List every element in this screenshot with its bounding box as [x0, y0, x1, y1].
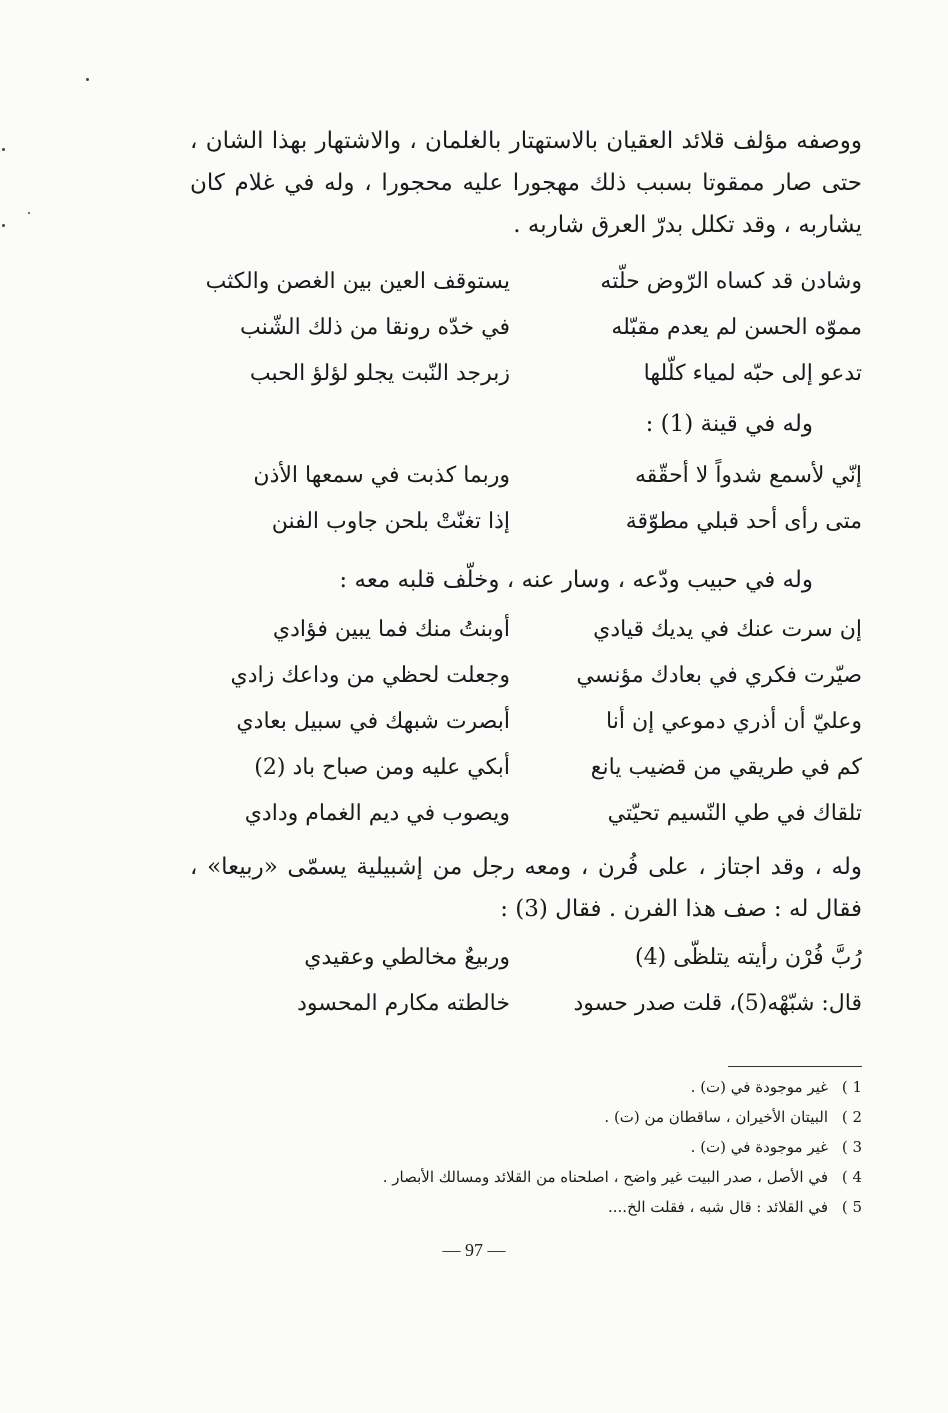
poem-2 — [190, 452, 862, 544]
verse-second-hemistich: يستوقف العين بين الغصن والكثب — [205, 268, 510, 294]
footnote-number: 1 ) — [841, 1078, 862, 1096]
verse-second-hemistich: في خدّه رونقا من ذلك الشّنب — [240, 314, 510, 340]
footnote-text: في القلائد : قال شبه ، فقلت الخ.... — [608, 1198, 828, 1216]
verse — [190, 258, 862, 304]
poem-1 — [190, 258, 862, 396]
verse — [190, 744, 862, 790]
verse-second-hemistich: خالطته مكارم المحسود — [297, 990, 510, 1016]
poem-4 — [190, 934, 862, 1026]
verse — [190, 980, 862, 1026]
verse-second-hemistich: وربما كذبت في سمعها الأذن — [253, 462, 510, 488]
footnote — [182, 1102, 862, 1132]
verse-second-hemistich: أبصرت شبهك في سبيل بعادي — [236, 708, 510, 734]
verse-second-hemistich: ويصوب في ديم الغمام ودادي — [244, 800, 510, 826]
scan-speck — [86, 78, 89, 81]
verse-second-hemistich: زبرجد النّبت يجلو لؤلؤ الحبب — [249, 360, 510, 386]
scan-speck — [2, 224, 5, 227]
verse-first-hemistich: صيّرت فكري في بعادك مؤنسي — [576, 662, 862, 688]
verse-first-hemistich: كم في طريقي من قضيب يانع — [590, 754, 862, 780]
footnote-number: 4 ) — [841, 1168, 862, 1186]
footnote-text: البيتان الأخيران ، ساقطان من (ت) . — [604, 1108, 828, 1126]
footnote-separator — [728, 1066, 862, 1067]
verse-first-hemistich: إن سرت عنك في يديك قيادي — [593, 616, 862, 642]
verse-first-hemistich: تلقاك في طي النّسيم تحيّتي — [607, 800, 862, 826]
footnote-text: غير موجودة في (ت) . — [690, 1078, 828, 1096]
verse-second-hemistich: أوبنتُ منك فما يبين فؤادي — [272, 616, 510, 642]
intro-paragraph: ووصفه مؤلف قلائد العقيان بالاستهتار بالغلمان ، والاشتهار بهذا الشان ، حتى صار ممقوتا بسبب ذلك مهجورا عليه محجورا ، وله في غلام كان يشاربه ، وقد تكلل بدرّ العرق شاربه . — [190, 128, 862, 238]
verse-first-hemistich: وشادن قد كساه الرّوض حلّته — [600, 268, 862, 294]
verse-second-hemistich: إذا تغنّتْ بلحن جاوب الفنن — [271, 508, 510, 534]
verse-first-hemistich: قال: شبّهْه(5)، قلت صدر حسود — [573, 990, 862, 1016]
scan-speck — [2, 148, 5, 151]
footnote — [182, 1162, 862, 1192]
footnote — [182, 1072, 862, 1102]
verse — [190, 498, 862, 544]
verse — [190, 652, 862, 698]
footnote-text: غير موجودة في (ت) . — [690, 1138, 828, 1156]
verse-first-hemistich: مموّه الحسن لم يعدم مقبّله — [611, 314, 862, 340]
footnote-number: 3 ) — [841, 1138, 862, 1156]
verse — [190, 304, 862, 350]
page-number: — 97 — — [442, 1240, 506, 1260]
footnote — [182, 1192, 862, 1222]
verse — [190, 934, 862, 980]
footnote — [182, 1132, 862, 1162]
section-heading: وله في حبيب ودّعه ، وسار عنه ، وخلّف قلبه معه : — [339, 567, 813, 593]
verse-second-hemistich: أبكي عليه ومن صباح باد (2) — [254, 754, 510, 780]
poem-3 — [190, 606, 862, 836]
oven-anecdote-paragraph: وله ، وقد اجتاز ، على فُرن ، ومعه رجل من إشبيلية يسمّى «ربيعا» ، فقال له : صف هذا الفرن . فقال (3) : — [190, 854, 862, 922]
verse-first-hemistich: رُبَّ فُرْن رأيته يتلظّى (4) — [634, 944, 862, 970]
verse-second-hemistich: وربيعٌ مخالطي وعقيدي — [304, 944, 510, 970]
verse-first-hemistich: إنّي لأسمع شدواً لا أحقّقه — [635, 462, 862, 488]
verse — [190, 698, 862, 744]
scan-speck — [28, 212, 30, 214]
verse — [190, 350, 862, 396]
verse — [190, 452, 862, 498]
verse-first-hemistich: تدعو إلى حبّه لمياء كلّلها — [643, 360, 862, 386]
footnote-number: 2 ) — [841, 1108, 862, 1126]
verse — [190, 606, 862, 652]
footnote-text: في الأصل ، صدر البيت غير واضح ، اصلحناه من القلائد ومسالك الأبصار . — [382, 1168, 828, 1186]
section-heading: وله في قينة (1) : — [645, 411, 813, 437]
verse-second-hemistich: وجعلت لحظي من وداعك زادي — [230, 662, 510, 688]
verse-first-hemistich: متى رأى أحد قبلي مطوّقة — [625, 508, 862, 534]
verse-first-hemistich: وعليّ أن أذري دموعي إن أنا — [606, 708, 862, 734]
verse — [190, 790, 862, 836]
footnote-number: 5 ) — [841, 1198, 862, 1216]
footnotes — [182, 1072, 862, 1222]
